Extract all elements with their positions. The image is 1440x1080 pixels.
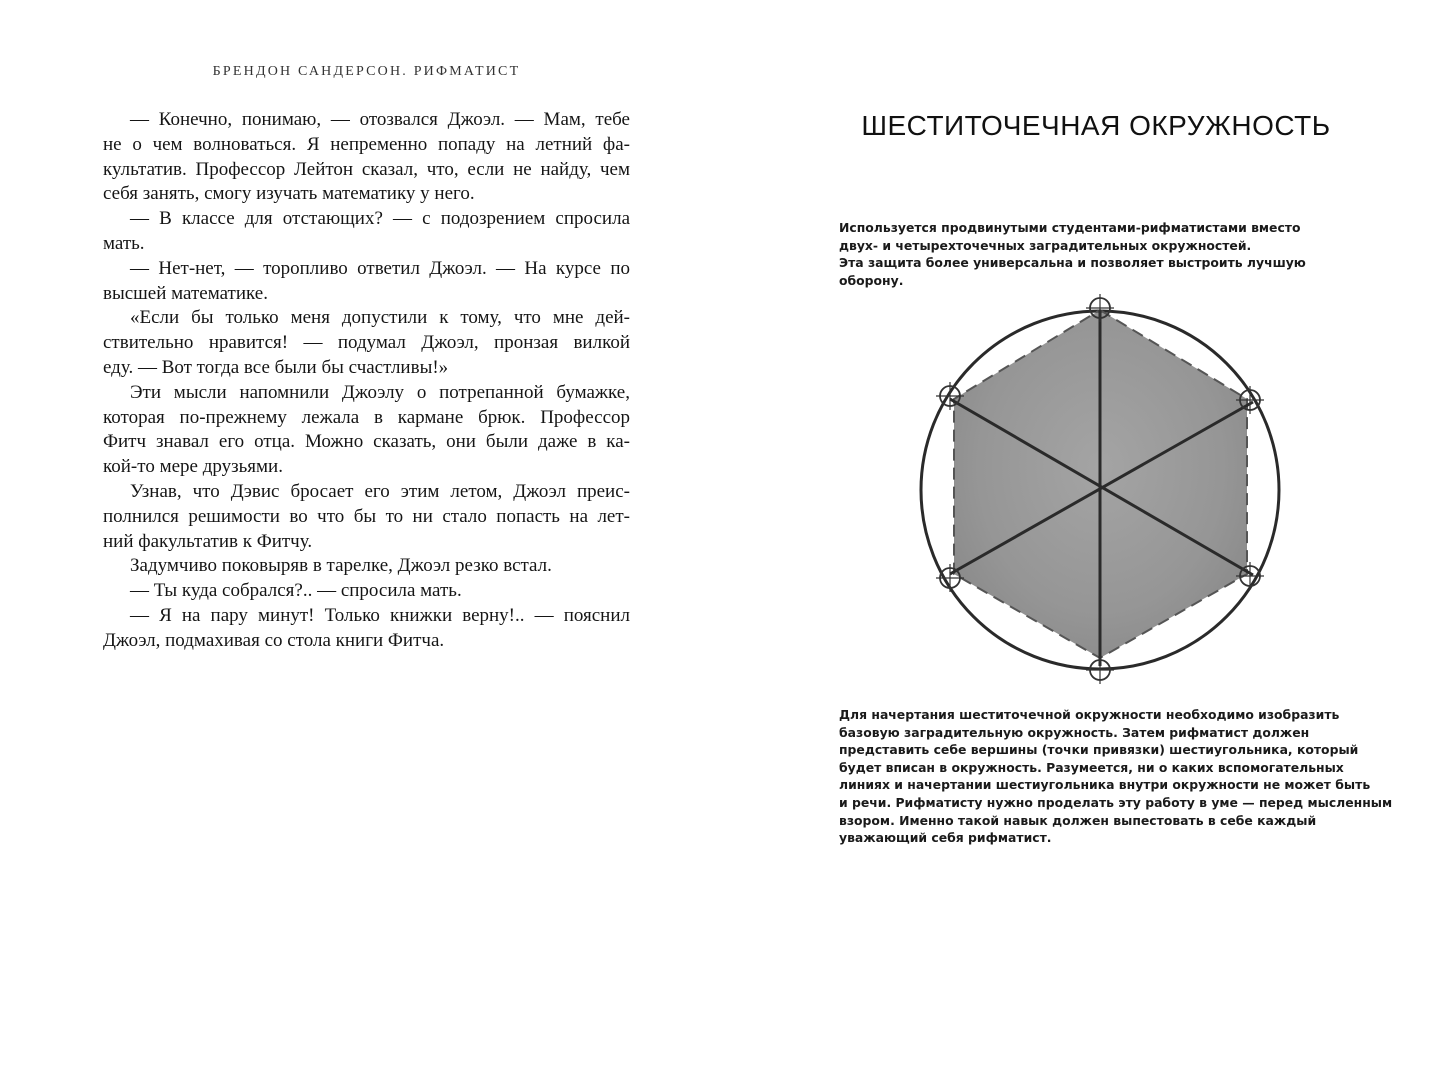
text-line: мать.	[103, 232, 145, 254]
caption-line: уважающий себя рифматист.	[839, 830, 1052, 846]
caption-bottom	[839, 706, 1392, 847]
text-line: которая по-прежнему лежала в кармане брюк. Профессор	[103, 406, 630, 428]
caption-line: Эта защита более универсальна и позволяет выстроить лучшую	[839, 255, 1306, 271]
caption-line: базовую заградительную окружность. Затем рифматист должен	[839, 724, 1310, 740]
text-line: ствительно нравится! — подумал Джоэл, пронзая вилкой	[103, 332, 630, 354]
text-line: Джоэл, подмахивая со стола книги Фитча.	[103, 629, 445, 651]
text-line: — В классе для отстающих? — с подозрением спросила	[130, 208, 630, 230]
caption-line: представить себе вершины (точки привязки) шестиугольника, который	[839, 742, 1359, 758]
caption-line: Для начертания шеститочечной окружности необходимо изобразить	[839, 707, 1340, 722]
caption-line: Используется продвинутыми студентами-рифматистами вместо	[839, 220, 1301, 235]
right-page	[720, 0, 1440, 1080]
caption-line: взором. Именно такой навык должен выпестовать в себе каждый	[839, 812, 1317, 828]
six-point-circle-diagram	[910, 290, 1290, 702]
running-head: БРЕНДОН САНДЕРСОН. РИФМАТИСТ	[212, 64, 521, 79]
caption-top	[839, 219, 1306, 289]
text-line: себя занять, смогу изучать математику у него.	[103, 183, 475, 205]
text-line: кой-то мере друзьями.	[103, 456, 283, 478]
text-line: — Конечно, понимаю, — отозвался Джоэл. — Мам, тебе	[130, 109, 630, 130]
text-line: высшей математике.	[103, 282, 268, 304]
anchor-point-bottom	[1086, 656, 1114, 684]
text-line: — Нет-нет, — торопливо ответил Джоэл. — На курсе по	[130, 257, 630, 279]
text-line: ний факультатив к Фитчу.	[103, 530, 313, 552]
text-line: Задумчиво поковыряв в тарелке, Джоэл резко встал.	[130, 555, 552, 577]
text-line: Эти мысли напомнили Джоэлу о потрепанной бумажке,	[130, 381, 630, 403]
caption-line: оборону.	[839, 272, 904, 288]
text-line: «Если бы только меня допустили к тому, что мне дей-	[130, 307, 630, 329]
caption-line: и речи. Рифматисту нужно проделать эту работу в уме — перед мысленным	[839, 794, 1393, 810]
text-line: — Ты куда собрался?.. — спросила мать.	[130, 580, 462, 602]
body-text	[103, 108, 630, 654]
text-line: полнился решимости во что бы то ни стало попасть на лет-	[103, 505, 630, 527]
caption-line: линиях и начертании шестиугольника внутри окружности не может быть	[839, 777, 1371, 793]
figure-title: ШЕСТИТОЧЕЧНАЯ ОКРУЖНОСТЬ	[861, 110, 1331, 141]
text-line: не о чем волноваться. Я непременно попаду на летний фа-	[103, 133, 630, 155]
text-line: Фитч знавал его отца. Можно сказать, они были даже в ка-	[103, 431, 630, 453]
text-line: культатив. Профессор Лейтон сказал, что, если не найду, чем	[103, 158, 630, 180]
text-line: еду. — Вот тогда все были бы счастливы!»	[103, 356, 449, 378]
caption-line: будет вписан в окружность. Разумеется, ни о каких вспомогательных	[839, 759, 1344, 775]
text-line: Узнав, что Дэвис бросает его этим летом, Джоэл преис-	[130, 480, 630, 502]
caption-line: двух- и четырехточечных заградительных окружностей.	[839, 237, 1252, 253]
text-line: — Я на пару минут! Только книжки верну!.. — пояснил	[130, 604, 630, 626]
